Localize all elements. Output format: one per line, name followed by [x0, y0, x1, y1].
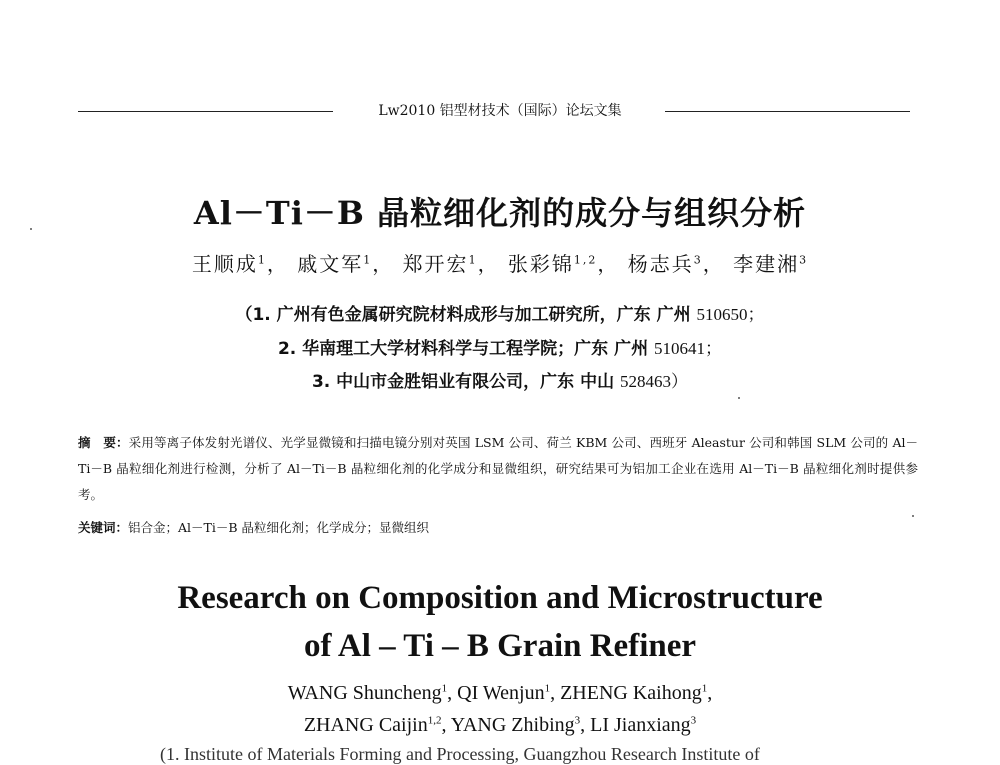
author-en: LI Jianxiang$^3$	[590, 714, 697, 736]
author-en: QI Wenjun$^1$	[457, 682, 551, 704]
scan-speck	[30, 228, 32, 230]
keywords-label: 关键词：	[78, 520, 129, 535]
affiliation-en-partial: (1. Institute of Materials Forming and Processing, Guangzhou Research Institute of	[160, 744, 760, 764]
header-rule-right	[665, 111, 910, 112]
affiliation-1: （1. 广州有色金属研究院材料成形与加工研究所，广东 广州 510650；	[235, 305, 765, 325]
author-en: WANG Shuncheng$^1$	[287, 682, 448, 704]
author-en: YANG Zhibing$^3$	[450, 714, 581, 736]
abstract	[78, 430, 918, 508]
author-cn: 李建湘$^3$	[733, 252, 809, 276]
author-cn: 郑开宏$^1$	[402, 252, 478, 276]
abstract-label: 摘 要：	[78, 435, 129, 450]
header-rule-left	[78, 111, 333, 112]
author-cn: 王顺成$^1$	[191, 252, 267, 276]
author-cn: 戚文军$^1$	[297, 252, 373, 276]
paper-title-en-line-2: of Al – Ti – B Grain Refiner	[303, 628, 697, 664]
authors-cn: 王顺成$^1$， 戚文军$^1$， 郑开宏$^1$， 张彩锦$^{1,2}$， 杨志兵$^3$， 李建湘$^3$	[191, 252, 809, 276]
authors-en-line-2: ZHANG Caijin$^{1,2}$, YANG Zhibing$^3$, LI Jianxiang$^3$	[303, 714, 697, 736]
authors-en-line-1: WANG Shuncheng$^1$, QI Wenjun$^1$, ZHENG Kaihong$^1$,	[287, 682, 713, 704]
scan-speck	[738, 397, 740, 399]
author-en: ZHANG Caijin$^{1,2}$	[303, 714, 442, 736]
author-cn: 杨志兵$^3$	[627, 252, 703, 276]
affiliation-2: 2. 华南理工大学材料科学与工程学院；广东 广州 510641；	[277, 339, 723, 359]
keywords-text: 铝合金；Al－Ti－B 晶粒细化剂；化学成分；显微组织	[128, 520, 430, 535]
author-cn: 张彩锦$^{1,2}$	[507, 252, 598, 276]
keywords	[78, 518, 918, 536]
affiliation-3: 3. 中山市金胜铝业有限公司，广东 中山 528463）	[311, 372, 689, 392]
author-en: ZHENG Kaihong$^1$	[560, 682, 708, 704]
paper-title-en-line-1: Research on Composition and Microstructure	[177, 580, 823, 616]
scan-speck	[912, 515, 914, 517]
paper-title-cn: Al－Ti－B 晶粒细化剂的成分与组织分析	[193, 194, 807, 232]
running-header: Lw2010 铝型材技术（国际）论坛文集	[378, 103, 622, 119]
abstract-text: 采用等离子体发射光谱仪、光学显微镜和扫描电镜分别对英国 LSM 公司、荷兰 KBM 公司、西班牙 Aleastur 公司和韩国 SLM 公司的 Al－Ti－B 晶粒细化剂进行检测，分析了 Al－Ti－B 晶粒细化剂的化学成分和显微组织，研究结果可为铝加工企业在选用 Al－Ti－B 晶粒细化剂时提供参考。	[78, 435, 918, 502]
